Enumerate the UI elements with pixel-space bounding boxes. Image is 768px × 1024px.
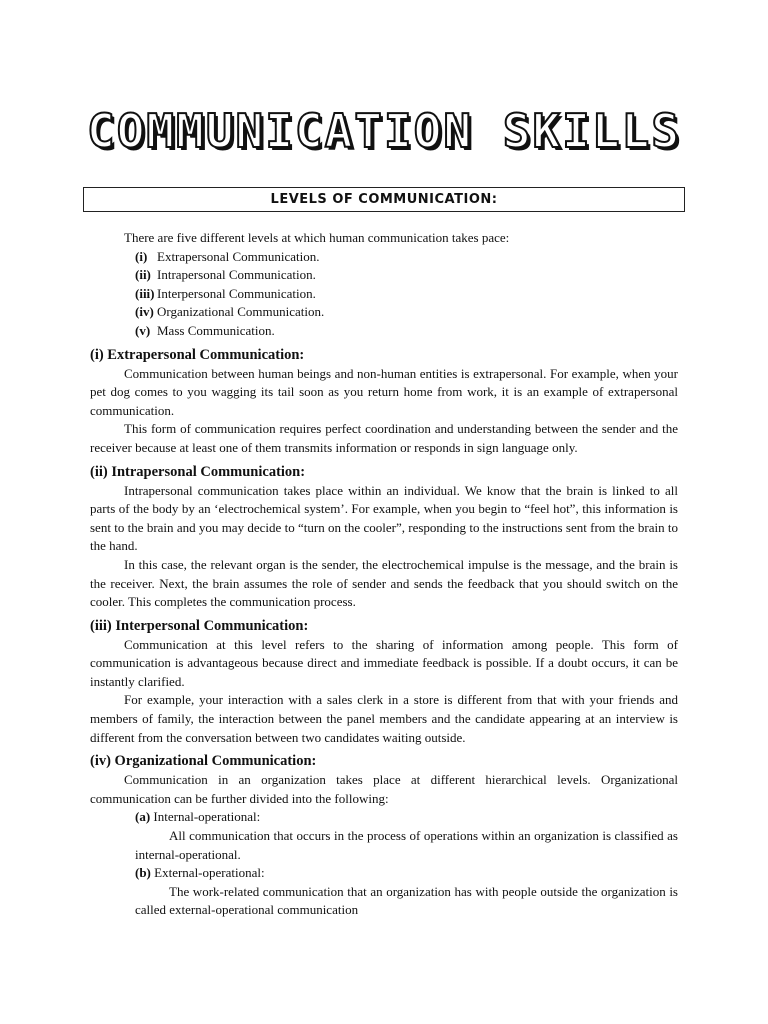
list-item-number: (iii) <box>135 285 155 301</box>
list-item-number: (v) <box>135 322 151 338</box>
list-item-label: Organizational Communication. <box>157 304 325 320</box>
sub-item-a-text: All communication that occurs in the process of operations within an organization is classified as internal-operational. <box>135 828 678 862</box>
list-item-number: (i) <box>135 248 148 264</box>
extrapersonal-paragraph-1: Communication between human beings and non-human entities is extrapersonal. For example, when your pet dog comes to you wagging its tail soon as you return home from work, it is an example of extrapersonal communication. <box>90 365 678 418</box>
sub-item-b-text: The work-related communication that an organization has with people outside the organization is called external-operational communication <box>135 883 678 918</box>
levels-list <box>90 248 678 341</box>
sub-item-a-marker: (a) <box>135 809 151 825</box>
document-body <box>90 229 678 920</box>
list-item-label: Intrapersonal Communication. <box>157 267 316 283</box>
extrapersonal-heading: (i) Extrapersonal Communication: <box>90 346 305 363</box>
interpersonal-paragraph-2: For example, your interaction with a sales clerk in a store is different from that with your friends and members of family, the interaction between the panel members and the candidate appearing at an interview is different from the conversation between two candidates waiting outside. <box>90 692 678 745</box>
extrapersonal-paragraph-2: This form of communication requires perfect coordination and understanding between the sender and the receiver because at least one of them transmits information or responds in sign language only. <box>90 421 678 455</box>
intro-text: There are five different levels at which human communication takes pace: <box>124 230 510 245</box>
list-item <box>135 266 678 285</box>
interpersonal-paragraph-1: Communication at this level refers to the sharing of information among people. This form of communication is advantageous because direct and immediate feedback is possible. If a doubt occurs, it can be instantly clarified. <box>90 636 678 689</box>
sub-item-b-marker: (b) <box>135 865 151 881</box>
list-item-label: Mass Communication. <box>157 322 275 338</box>
list-item-label: Extrapersonal Communication. <box>157 248 320 264</box>
interpersonal-heading: (iii) Interpersonal Communication: <box>90 617 309 634</box>
page-title: COMMUNICATION SKILLS <box>87 104 681 158</box>
list-item <box>135 248 678 267</box>
list-item <box>135 322 678 341</box>
list-item-number: (iv) <box>135 304 154 320</box>
organizational-heading: (iv) Organizational Communication: <box>90 753 317 770</box>
list-item <box>135 303 678 322</box>
sub-item-a-title: Internal-operational: <box>153 809 261 825</box>
intrapersonal-paragraph-1: Intrapersonal communication takes place within an individual. We know that the brain is linked to all parts of the body by an ‘electrochemical system’. For example, when you begin to “feel hot”, this information is sent to the brain and you may decide to “turn on the cooler”, responding to the instructions sent from the brain to the hand. <box>90 482 678 554</box>
list-item <box>135 285 678 304</box>
organizational-paragraph-1: Communication in an organization takes place at different hierarchical levels. Organizational communication can be further divided into the following: <box>90 772 678 806</box>
sub-item-b-title: External-operational: <box>154 865 265 881</box>
list-item-number: (ii) <box>135 267 151 283</box>
sub-item-b-label <box>90 864 678 883</box>
intrapersonal-heading: (ii) Intrapersonal Communication: <box>90 463 306 480</box>
list-item-label: Interpersonal Communication. <box>157 285 316 301</box>
section-heading-box: LEVELS OF COMMUNICATION: <box>83 187 685 212</box>
sub-item-a-label <box>90 808 678 827</box>
intrapersonal-paragraph-2: In this case, the relevant organ is the sender, the electrochemical impulse is the message, and the brain is the receiver. Next, the brain assumes the role of sender and sends the feedback that you should switch on the cooler. This completes the communication process. <box>90 556 678 610</box>
